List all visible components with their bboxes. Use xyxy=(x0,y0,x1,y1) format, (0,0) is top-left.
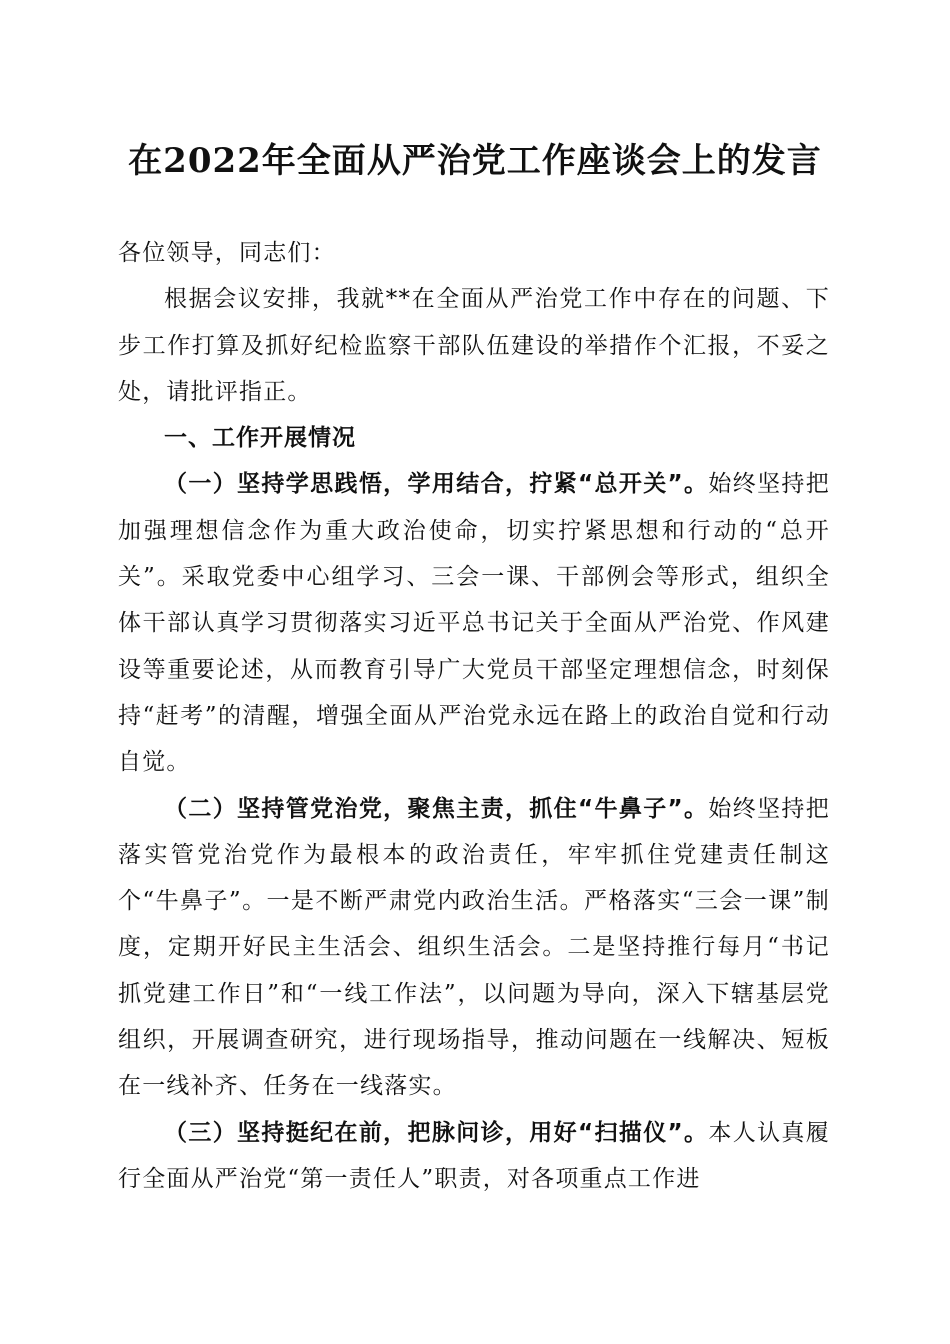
item-paragraph-1 xyxy=(118,461,830,785)
item-lead-2: （二）坚持管党治党，聚焦主责，抓住“牛鼻子”。 xyxy=(164,795,709,822)
item-paragraph-3 xyxy=(118,1110,830,1203)
item-text-1: 始终坚持把加强理想信念作为重大政治使命，切实拧紧思想和行动的“总开关”。采取党委中心组学习、三会一课、干部例会等形式，组织全体干部认真学习贯彻落实习近平总书记关于全面从严治党、作风建设等重要论述，从而教育引导广大党员干部坚定理想信念，时刻保持“赶考”的清醒，增强全面从严治党永远在路上的政治自觉和行动自觉。 xyxy=(118,471,830,776)
intro-paragraph: 根据会议安排，我就**在全面从严治党工作中存在的问题、下步工作打算及抓好纪检监察干部队伍建设的举措作个汇报，不妥之处，请批评指正。 xyxy=(118,286,830,405)
document-body xyxy=(118,230,830,1202)
item-text-3: 本人认真履行全面从严治党“第一责任人”职责，对各项重点工作进 xyxy=(118,1119,830,1192)
salutation: 各位领导，同志们： xyxy=(118,240,336,266)
item-paragraph-2 xyxy=(118,786,830,1110)
section-heading: 一、工作开展情况 xyxy=(164,425,356,452)
item-lead-1: （一）坚持学思践悟，学用结合，拧紧“总开关”。 xyxy=(164,471,709,498)
item-text-2: 始终坚持把落实管党治党作为最根本的政治责任，牢牢抓住党建责任制这个“牛鼻子”。一是不断严肃党内政治生活。严格落实“三会一课”制度，定期开好民主生活会、组织生活会。二是坚持推行每月“书记抓党建工作日”和“一线工作法”，以问题为导向，深入下辖基层党组织，开展调查研究，进行现场指导，推动问题在一线解决、短板在一线补齐、任务在一线落实。 xyxy=(118,795,830,1100)
document-title: 在2022年全面从严治党工作座谈会上的发言 xyxy=(128,141,822,181)
item-lead-3: （三）坚持挺纪在前，把脉问诊，用好“扫描仪”。 xyxy=(164,1119,709,1146)
